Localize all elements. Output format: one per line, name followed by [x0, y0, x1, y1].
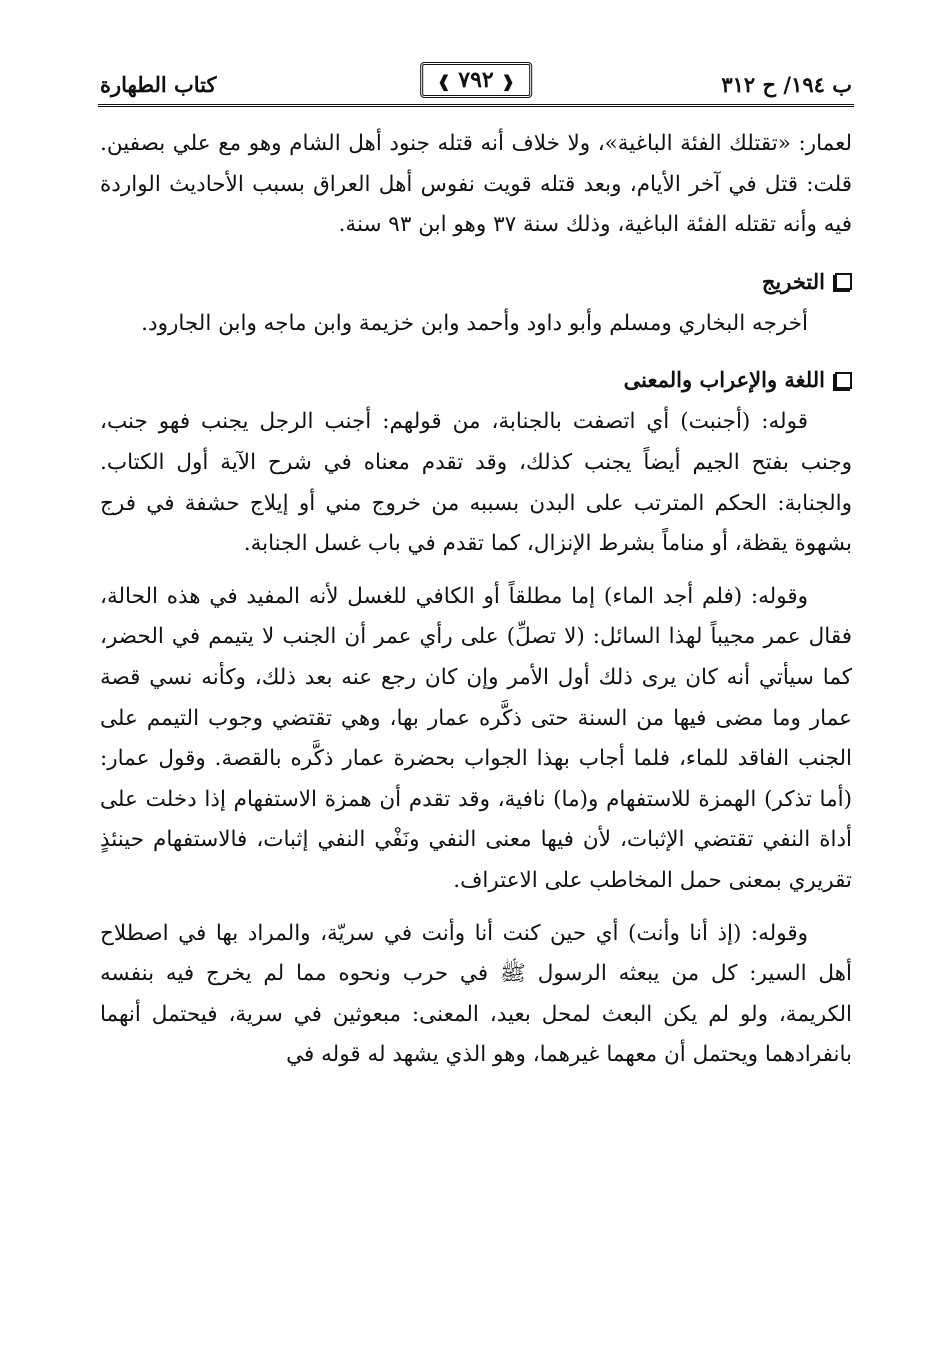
section-title: التخريج — [761, 268, 825, 294]
header-divider — [98, 104, 854, 107]
running-header — [96, 60, 856, 100]
ornament-icon: ❱ — [437, 72, 451, 91]
takhrij-paragraph: أخرجه البخاري ومسلم وأبو داود وأحمد وابن خزيمة وابن ماجه وابن الجارود. — [141, 310, 808, 336]
square-bullet-icon — [835, 372, 852, 389]
lugha-paragraph: وقوله: (فلم أجد الماء) إما مطلقاً أو الكافي للغسل لأنه المفيد في هذه الحالة، فقال عمر مجيباً لهذا السائل: (لا تصلِّ) على رأي عمر أن الجنب لا يتيمم في الحضر، كما سيأتي أنه كان يرى ذلك أول الأمر وإن كان رجع عنه بعد ذلك، وكأنه نسي قصة عمار وما مضى فيها من السنة حتى ذكَّره عمار بها، وهي تقتضي وجوب التيمم على الجنب الفاقد للماء، فلما أجاب بهذا الجواب بحضرة عمار ذكَّره بالقصة. وقول عمار: (أما تذكر) الهمزة للاستفهام و(ما) نافية، وقد تقدم أن همزة الاستفهام إذا دخلت على أداة النفي تقتضي الإثبات، لأن فيها معنى النفي ونَفْي النفي إثبات، فالاستفهام حينئذٍ تقريري بمعنى حمل المخاطب على الاعتراف. — [100, 583, 852, 893]
square-bullet-icon — [835, 273, 852, 290]
page-number-frame — [420, 62, 532, 98]
lugha-paragraph: وقوله: (إذ أنا وأنت) أي حين كنت أنا وأنت في سريّة، والمراد بها في اصطلاح أهل السير: كل من يبعثه الرسول ﷺ في حرب ونحوه مما لم يخرج فيه بنفسه الكريمة، ولو لم يكن البعث لمحل بعيد، المعنى: مبعوثين في سرية، فيحتمل أنهما بانفرادهما ويحتمل أن معهما غيرهما، وهو الذي يشهد له قوله في — [100, 920, 852, 1068]
section-title: اللغة والإعراب والمعنى — [623, 367, 825, 393]
ornament-icon: ❰ — [501, 72, 515, 91]
page-number: ٧٩٢ — [458, 67, 494, 93]
header-book-title: كتاب الطهارة — [100, 72, 217, 97]
header-reference: ب ١٩٤/ ح ٣١٢ — [721, 72, 852, 97]
page-body — [100, 124, 852, 1076]
section-heading-lugha — [100, 362, 852, 398]
intro-paragraph: لعمار: «تقتلك الفئة الباغية»، ولا خلاف أنه قتله جنود أهل الشام وهو مع علي بصفين. قلت: قتل في آخر الأيام، وبعد قتله قويت نفوس أهل العراق بسبب الأحاديث الواردة فيه وأنه تقتله الفئة الباغية، وذلك سنة ٣٧ وهو ابن ٩٣ سنة. — [100, 131, 852, 238]
section-heading-takhrij — [100, 264, 852, 300]
lugha-paragraph: قوله: (أجنبت) أي اتصفت بالجنابة، من قولهم: أجنب الرجل يجنب فهو جنب، وجنب بفتح الجيم أيضاً يجنب كذلك، وقد تقدم معناه في شرح الآية أول الكتاب. والجنابة: الحكم المترتب على البدن بسببه من خروج مني أو إيلاج حشفة في فرج بشهوة يقظة، أو مناماً بشرط الإنزال، كما تقدم في باب غسل الجنابة. — [100, 409, 852, 557]
